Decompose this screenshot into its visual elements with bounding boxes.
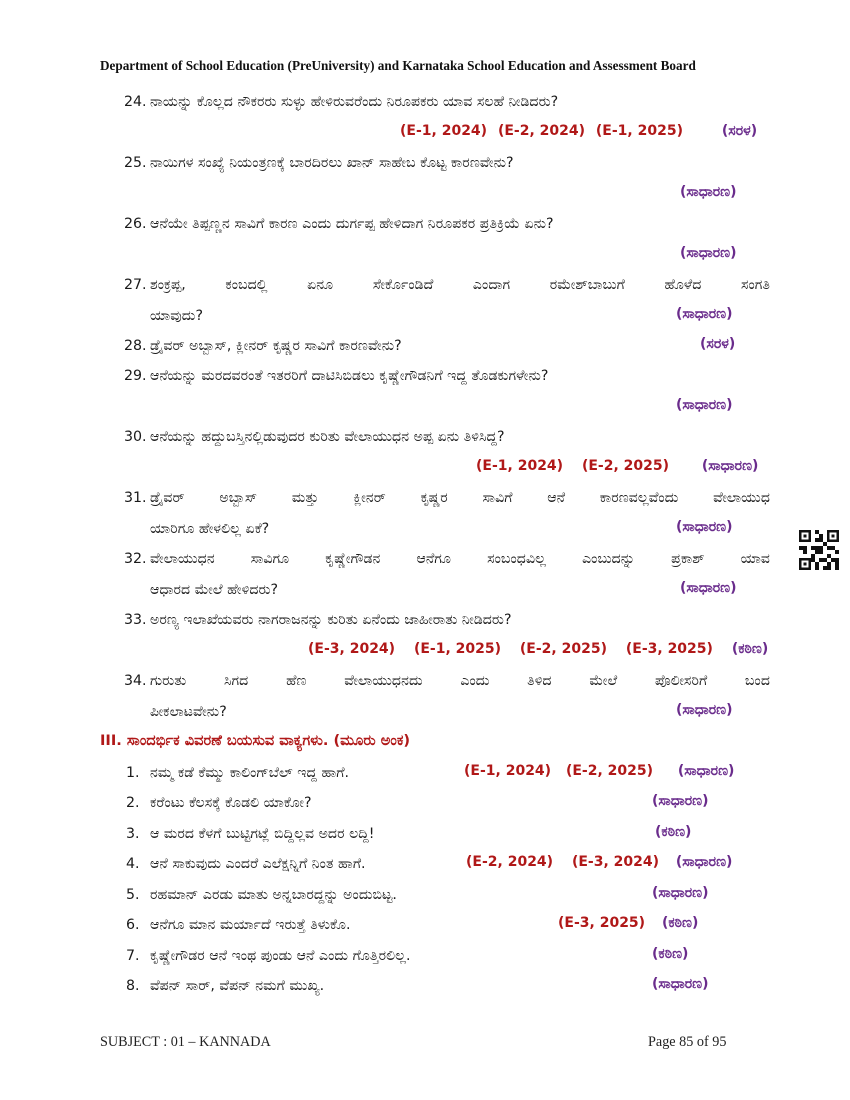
qr-code-icon[interactable] — [799, 530, 839, 570]
item-text: ಕೃಷ್ಣೇಗೌಡರ ಆನೆ ಇಂಥ ಪುಂಡು ಆನೆ ಎಂದು ಗೊತ್ತಿರಲಿಲ್ಲ. — [150, 948, 411, 964]
exam-tag: (E-1, 2024) — [476, 458, 564, 474]
question-text: ವೇಲಾಯುಧನ ಸಾವಿಗೂ ಕೃಷ್ಣೇಗೌಡನ ಆನೆಗೂ ಸಂಬಂಧವಿಲ್ಲ ಎಂಬುದನ್ನು ಪ್ರಕಾಶ್ ಯಾವ — [150, 551, 770, 567]
exam-tag: (E-3, 2024) — [308, 641, 396, 657]
difficulty-tag: (ಕಠಿಣ) — [661, 915, 699, 931]
question-text: ಪೀಕಲಾಟವೇನು? — [150, 704, 227, 720]
exam-tag: (E-1, 2024) — [464, 763, 552, 779]
difficulty-tag: (ಕಠಿಣ) — [731, 641, 769, 657]
item-text: ವೆಪನ್ ಸಾರ್, ವೆಪನ್ ನಮಗೆ ಮುಖ್ಯ. — [150, 978, 325, 994]
item-text: ಆನೆಗೂ ಮಾನ ಮರ್ಯಾದೆ ಇರುತ್ತೆ ತಿಳುಕೊ. — [150, 917, 351, 933]
question-number: 26. — [124, 216, 147, 232]
exam-tag: (E-2, 2025) — [519, 641, 607, 657]
difficulty-tag: (ಸಾಧಾರಣ) — [680, 184, 737, 200]
question-number: 28. — [124, 338, 147, 354]
question-number: 30. — [124, 429, 147, 445]
question-text: ಅರಣ್ಯ ಇಲಾಖೆಯವರು ನಾಗರಾಜನನ್ನು ಕುರಿತು ಏನೆಂದು ಜಾಹೀರಾತು ನೀಡಿದರು? — [150, 612, 512, 628]
item-number: 5. — [126, 887, 140, 903]
question-text: ಆನೆಯನ್ನು ಹದ್ದುಬಸ್ತಿನಲ್ಲಿಡುವುದರ ಕುರಿತು ವೇಲಾಯುಧನ ಅಪ್ಪ ಏನು ತಿಳಿಸಿದ್ದ? — [150, 429, 505, 445]
question-text: ಯಾವುದು? — [150, 308, 203, 324]
difficulty-tag: (ಸರಳ) — [700, 336, 736, 352]
item-number: 4. — [126, 856, 140, 872]
question-text: ಆನೆಯೇ ತಿಪ್ಪಣ್ಣನ ಸಾವಿಗೆ ಕಾರಣ ಎಂದು ದುರ್ಗಪ್ಪ ಹೇಳಿದಾಗ ನಿರೂಪಕರ ಪ್ರತಿಕ್ರಿಯೆ ಏನು? — [150, 216, 554, 232]
exam-tag: (E-1, 2025) — [413, 641, 502, 657]
exam-tag: (E-3, 2025) — [558, 915, 646, 931]
difficulty-tag: (ಸಾಧಾರಣ) — [676, 519, 733, 535]
difficulty-tag: (ಸಾಧಾರಣ) — [676, 397, 733, 413]
item-number: 1. — [126, 765, 140, 781]
footer-subject: SUBJECT : 01 – KANNADA — [100, 1034, 271, 1050]
exam-tag: (E-3, 2025) — [625, 641, 713, 657]
exam-tag: (E-1, 2025) — [595, 123, 683, 139]
exam-tag: (E-2, 2025) — [581, 458, 670, 474]
item-number: 3. — [126, 826, 140, 842]
item-number: 7. — [126, 948, 140, 964]
item-6-tags — [558, 915, 698, 931]
difficulty-tag: (ಸಾಧಾರಣ) — [680, 245, 737, 261]
question-number: 34. — [124, 673, 147, 689]
question-number: 29. — [124, 368, 147, 384]
exam-tag: (E-3, 2024) — [571, 854, 660, 870]
difficulty-tag: (ಕಠಿಣ) — [655, 824, 692, 840]
question-text: ಗುರುತು ಸಿಗದ ಹೆಣ ವೇಲಾಯುಧನದು ಎಂದು ತಿಳಿದ ಮೇಲೆ ಪೊಲೀಸರಿಗೆ ಬಂದ — [150, 673, 770, 689]
difficulty-tag: (ಕಠಿಣ) — [652, 946, 689, 962]
difficulty-tag: (ಸಾಧಾರಣ) — [680, 580, 737, 596]
question-33-tags — [308, 641, 768, 657]
question-text: ಆನೆಯನ್ನು ಮರದವರಂತೆ ಇತರರಿಗೆ ದಾಟಿಸಿಬಿಡಲು ಕೃಷ್ಣೇಗೌಡನಿಗೆ ಇದ್ದ ತೊಡಕುಗಳೇನು? — [150, 368, 549, 384]
difficulty-tag: (ಸಾಧಾರಣ) — [677, 763, 735, 779]
question-text: ಯಾರಿಗೂ ಹೇಳಲಿಲ್ಲ ಏಕೆ? — [150, 521, 270, 537]
exam-tag: (E-2, 2024) — [497, 123, 586, 139]
question-text: ಡ್ರೈವರ್ ಅಬ್ಬಾಸ್ ಮತ್ತು ಕ್ಲೀನರ್ ಕೃಷ್ಣರ ಸಾವಿಗೆ ಆನೆ ಕಾರಣವಲ್ಲವೆಂದು ವೇಲಾಯುಧ — [150, 490, 770, 506]
question-number: 33. — [124, 612, 147, 628]
difficulty-tag: (ಸಾಧಾರಣ) — [675, 854, 733, 870]
exam-tag: (E-2, 2025) — [565, 763, 654, 779]
item-number: 6. — [126, 917, 140, 933]
question-number: 27. — [124, 277, 147, 293]
question-text: ಶಂಕ್ರಪ್ಪ, ಕಂಬದಲ್ಲಿ ಏನೂ ಸೇರ್ಕೊಂಡಿದೆ ಎಂದಾಗ ರಮೇಶ್‌ಬಾಬುಗೆ ಹೊಳೆದ ಸಂಗತಿ — [150, 277, 770, 293]
question-text: ನಾಯಿಗಳ ಸಂಖ್ಯೆ ನಿಯಂತ್ರಣಕ್ಕೆ ಬಾರದಿರಲು ಖಾನ್ ಸಾಹೇಬ ಕೊಟ್ಟ ಕಾರಣವೇನು? — [150, 155, 514, 171]
item-text: ಆ ಮರದ ಕೆಳಗೆ ಬುಟ್ಟಿಗಟ್ಲೆ ಬಿದ್ದಿಲ್ಲವ ಅದರ ಲದ್ದಿ! — [150, 826, 375, 842]
question-number: 31. — [124, 490, 147, 506]
item-text: ರಹಮಾನ್ ಎರಡು ಮಾತು ಅನ್ನಬಾರದ್ದನ್ನು ಅಂದುಬಿಟ್ಟ. — [150, 887, 397, 903]
item-number: 8. — [126, 978, 140, 994]
item-text: ಆನೆ ಸಾಕುವುದು ಎಂದರೆ ಎಲೆಕ್ಷನ್ನಿಗೆ ನಿಂತ ಹಾಗೆ. — [150, 856, 366, 872]
difficulty-tag: (ಸಾಧಾರಣ) — [676, 306, 733, 322]
question-text: ಡ್ರೈವರ್ ಅಬ್ಬಾಸ್, ಕ್ಲೀನರ್ ಕೃಷ್ಣರ ಸಾವಿಗೆ ಕಾರಣವೇನು? — [150, 338, 402, 354]
page-header: Department of School Education (PreUniversity) and Karnataka School Education and Assessment Board — [100, 58, 696, 73]
question-text: ನಾಯನ್ನು ಕೊಲ್ಲದ ನೌಕರರು ಸುಳ್ಳು ಹೇಳಿರುವರೆಂದು ನಿರೂಪಕರು ಯಾವ ಸಲಹೆ ನೀಡಿದರು? — [150, 94, 559, 110]
item-text: ಕರೆಂಟು ಕೆಲಸಕ್ಕೆ ಕೊಡಲಿ ಯಾಕೋ? — [150, 795, 312, 811]
exam-tag: (E-2, 2024) — [466, 854, 554, 870]
difficulty-tag: (ಸಾಧಾರಣ) — [652, 976, 709, 992]
difficulty-tag: (ಸಾಧಾರಣ) — [652, 885, 709, 901]
section-title: III. ಸಾಂದರ್ಭಿಕ ವಿವರಣೆ ಬಯಸುವ ವಾಕ್ಯಗಳು. (ಮೂರು ಅಂಕ) — [100, 732, 411, 749]
difficulty-tag: (ಸಾಧಾರಣ) — [652, 793, 709, 809]
question-30-tags — [476, 458, 758, 474]
question-number: 32. — [124, 551, 147, 567]
difficulty-tag: (ಸಾಧಾರಣ) — [676, 702, 733, 718]
item-1-tags — [464, 763, 734, 779]
question-number: 24. — [124, 94, 147, 110]
question-number: 25. — [124, 155, 147, 171]
difficulty-tag: (ಸರಳ) — [721, 123, 758, 139]
difficulty-tag: (ಸಾಧಾರಣ) — [701, 458, 759, 474]
item-4-tags — [466, 854, 732, 870]
footer-page-number: Page 85 of 95 — [648, 1034, 727, 1050]
item-number: 2. — [126, 795, 140, 811]
question-24-tags — [400, 123, 757, 139]
question-text: ಆಧಾರದ ಮೇಲೆ ಹೇಳಿದರು? — [150, 582, 279, 598]
exam-tag: (E-1, 2024) — [400, 123, 488, 139]
item-text: ನಮ್ಮ ಕಡೆ ಕೆಮ್ಮು ಕಾಲಿಂಗ್‌ಬೆಲ್ ಇದ್ದ ಹಾಗೆ. — [150, 765, 350, 781]
